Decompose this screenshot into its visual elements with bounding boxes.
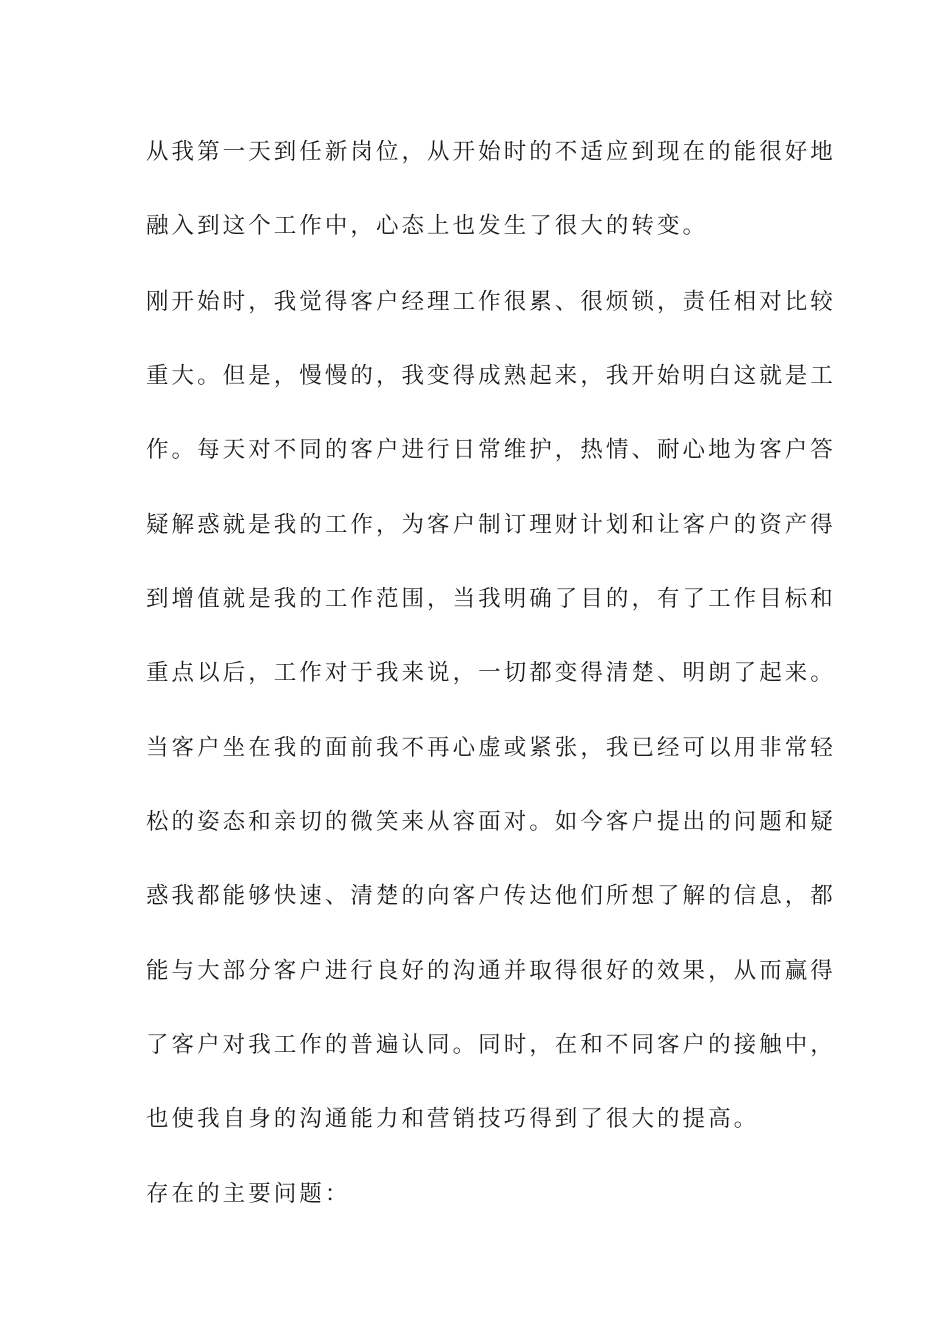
text-line: 重大。但是，慢慢的，我变得成熟起来，我开始明白这就是工: [146, 363, 836, 389]
text-line: 松的姿态和亲切的微笑来从容面对。如今客户提出的问题和疑: [146, 809, 836, 835]
text-line: 作。每天对不同的客户进行日常维护，热情、耐心地为客户答: [146, 437, 836, 463]
text-line: 当客户坐在我的面前我不再心虚或紧张，我已经可以用非常轻: [146, 735, 836, 761]
text-line: 刚开始时，我觉得客户经理工作很累、很烦锁，责任相对比较: [146, 289, 836, 315]
text-line: 融入到这个工作中，心态上也发生了很大的转变。: [146, 213, 709, 239]
text-line: 到增值就是我的工作范围，当我明确了目的，有了工作目标和: [146, 586, 836, 612]
text-line: 惑我都能够快速、清楚的向客户传达他们所想了解的信息，都: [146, 883, 836, 909]
text-line: 也使我自身的沟通能力和营销技巧得到了很大的提高。: [146, 1106, 760, 1132]
text-line: 疑解惑就是我的工作，为客户制订理财计划和让客户的资产得: [146, 512, 836, 538]
section-heading: 存在的主要问题：: [146, 1181, 351, 1207]
text-line: 能与大部分客户进行良好的沟通并取得很好的效果，从而赢得: [146, 958, 836, 984]
text-line: 重点以后，工作对于我来说，一切都变得清楚、明朗了起来。: [146, 660, 836, 686]
text-line: 了客户对我工作的普遍认同。同时，在和不同客户的接触中，: [146, 1032, 836, 1058]
text-line: 从我第一天到任新岗位，从开始时的不适应到现在的能很好地: [146, 139, 836, 165]
